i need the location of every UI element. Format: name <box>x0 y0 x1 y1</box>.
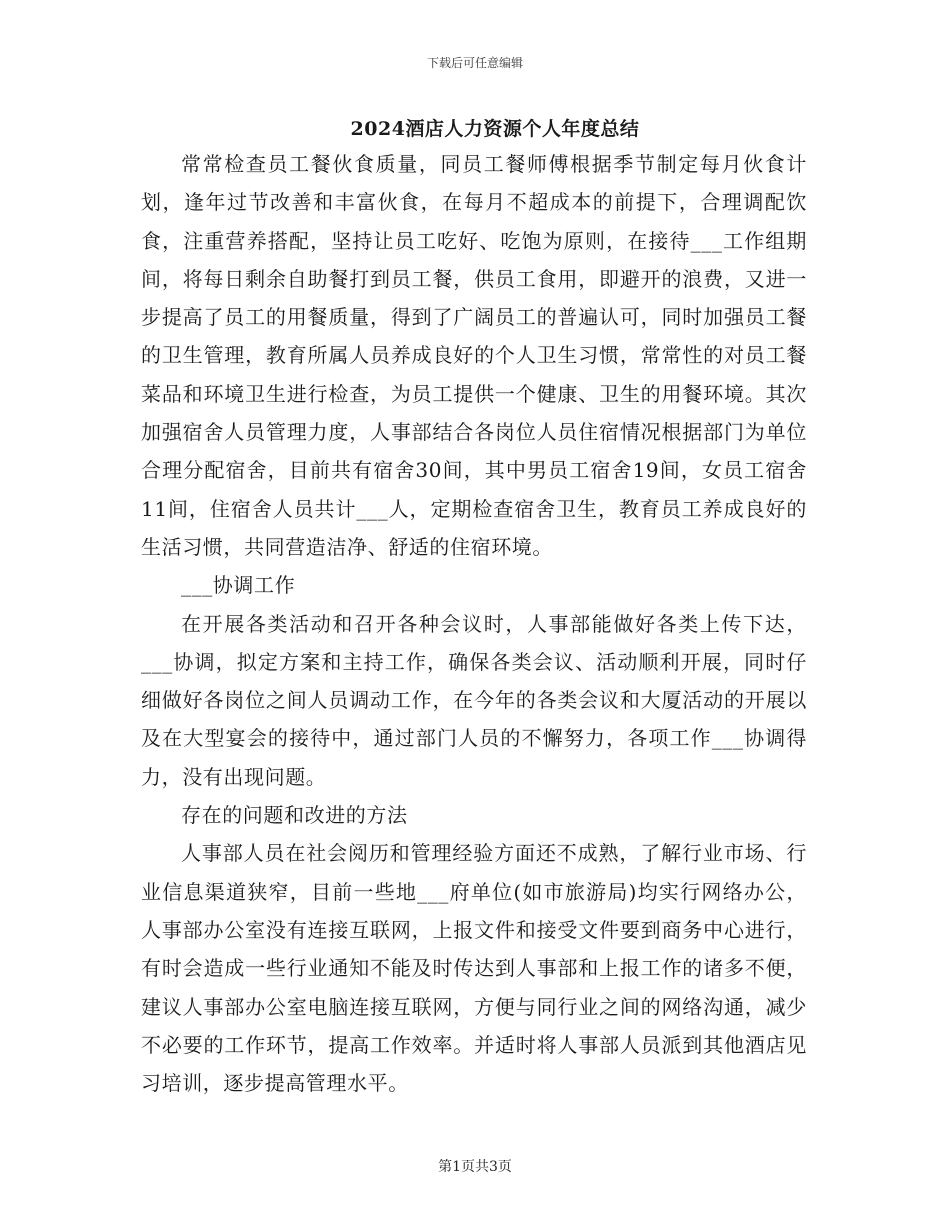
section-heading-problems: 存在的问题和改进的方法 <box>181 803 408 828</box>
paragraph-coordination: 在开展各类活动和召开各种会议时，人事部能做好各类上传下达，___协调，拟定方案和主持工作，确保各类会议、活动顺利开展，同时仔细做好各岗位之间人员调动工作，在今年的各类会议和大厦活动的开展以及在大型宴会的接待中，通过部门人员的不懈努力，各项工作___协调得力，没有出现问题。 <box>141 611 807 789</box>
page-number: 第1页共3页 <box>438 1159 512 1175</box>
header-note: 下载后可任意编辑 <box>426 56 523 70</box>
paragraph-problems: 人事部人员在社会阅历和管理经验方面还不成熟，了解行业市场、行业信息渠道狭窄，目前一些地___府单位(如市旅游局)均实行网络办公，人事部办公室没有连接互联网，上报文件和接受文件要到商务中心进行，有时会造成一些行业通知不能及时传达到人事部和上报工作的诸多不便，建议人事部办公室电脑连接互联网，方便与同行业之间的网络沟通，减少不必要的工作环节，提高工作效率。并适时将人事部人员派到其他酒店见习培训，逐步提高管理水平。 <box>141 841 807 1096</box>
section-heading-coordination: ___协调工作 <box>181 573 296 598</box>
paragraph-canteen-dormitory: 常常检查员工餐伙食质量，同员工餐师傅根据季节制定每月伙食计划，逢年过节改善和丰富伙食，在每月不超成本的前提下，合理调配饮食，注重营养搭配，坚持让员工吃好、吃饱为原则，在接待___工作组期间，将每日剩余自助餐打到员工餐，供员工食用，即避开的浪费，又进一步提高了员工的用餐质量，得到了广阔员工的普遍认可，同时加强员工餐的卫生管理，教育所属人员养成良好的个人卫生习惯，常常性的对员工餐菜品和环境卫生进行检查，为员工提供一个健康、卫生的用餐环境。其次加强宿舍人员管理力度，人事部结合各岗位人员住宿情况根据部门为单位合理分配宿舍，目前共有宿舍30间，其中男员工宿舍19间，女员工宿舍11间，住宿舍人员共计___人，定期检查宿舍卫生，教育员工养成良好的生活习惯，共同营造洁净、舒适的住宿环境。 <box>141 152 807 559</box>
document-body <box>141 145 807 1102</box>
document-title: 2024酒店人力资源个人年度总结 <box>350 118 640 140</box>
